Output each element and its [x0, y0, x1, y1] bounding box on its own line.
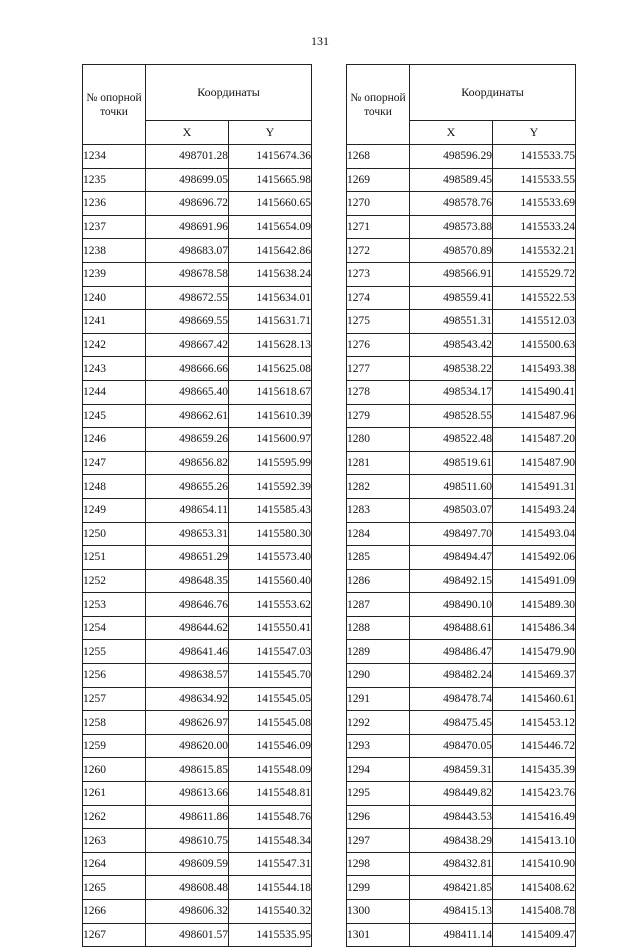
point-number-cell: 1300 — [347, 900, 410, 924]
table-row — [83, 310, 312, 334]
point-number-cell: 1290 — [347, 664, 410, 688]
table-row — [347, 616, 576, 640]
table-row — [347, 593, 576, 617]
y-coordinate-cell: 1415547.03 — [229, 640, 312, 664]
table-row — [83, 805, 312, 829]
y-coordinate-cell: 1415487.90 — [493, 451, 576, 475]
point-number-cell: 1258 — [83, 711, 146, 735]
x-coordinate-cell: 498648.35 — [146, 569, 229, 593]
point-number-cell: 1240 — [83, 286, 146, 310]
y-coordinate-cell: 1415435.39 — [493, 758, 576, 782]
table-row — [347, 475, 576, 499]
point-number-cell: 1280 — [347, 428, 410, 452]
x-coordinate-cell: 498678.58 — [146, 262, 229, 286]
x-coordinate-cell: 498478.74 — [410, 687, 493, 711]
y-coordinate-cell: 1415491.31 — [493, 475, 576, 499]
y-coordinate-cell: 1415469.37 — [493, 664, 576, 688]
x-coordinate-cell: 498601.57 — [146, 923, 229, 947]
point-number-cell: 1249 — [83, 498, 146, 522]
point-number-cell: 1299 — [347, 876, 410, 900]
x-coordinate-cell: 498486.47 — [410, 640, 493, 664]
x-coordinate-cell: 498667.42 — [146, 333, 229, 357]
point-number-cell: 1244 — [83, 380, 146, 404]
x-coordinate-cell: 498611.86 — [146, 805, 229, 829]
x-coordinate-cell: 498589.45 — [410, 168, 493, 192]
x-coordinate-cell: 498659.26 — [146, 428, 229, 452]
y-coordinate-cell: 1415532.21 — [493, 239, 576, 263]
y-coordinate-cell: 1415408.78 — [493, 900, 576, 924]
table-row — [347, 262, 576, 286]
table-row — [83, 428, 312, 452]
table-row — [83, 569, 312, 593]
point-number-cell: 1241 — [83, 310, 146, 334]
x-coordinate-cell: 498701.28 — [146, 145, 229, 169]
point-number-cell: 1287 — [347, 593, 410, 617]
y-coordinate-cell: 1415628.13 — [229, 333, 312, 357]
table-row — [347, 546, 576, 570]
y-coordinate-cell: 1415642.86 — [229, 239, 312, 263]
x-coordinate-cell: 498503.07 — [410, 498, 493, 522]
point-number-cell: 1277 — [347, 357, 410, 381]
point-number-cell: 1285 — [347, 546, 410, 570]
x-coordinate-cell: 498551.31 — [410, 310, 493, 334]
x-coordinate-cell: 498662.61 — [146, 404, 229, 428]
point-number-cell: 1269 — [347, 168, 410, 192]
x-coordinate-cell: 498655.26 — [146, 475, 229, 499]
x-coordinate-cell: 498699.05 — [146, 168, 229, 192]
table-row — [347, 215, 576, 239]
table-row — [347, 664, 576, 688]
point-number-cell: 1283 — [347, 498, 410, 522]
y-coordinate-cell: 1415545.08 — [229, 711, 312, 735]
y-coordinate-cell: 1415548.09 — [229, 758, 312, 782]
y-coordinate-cell: 1415638.24 — [229, 262, 312, 286]
x-coordinate-cell: 498609.59 — [146, 852, 229, 876]
y-coordinate-cell: 1415547.31 — [229, 852, 312, 876]
point-number-cell: 1263 — [83, 829, 146, 853]
y-coordinate-cell: 1415408.62 — [493, 876, 576, 900]
x-coordinate-cell: 498443.53 — [410, 805, 493, 829]
x-coordinate-cell: 498669.55 — [146, 310, 229, 334]
y-coordinate-cell: 1415548.34 — [229, 829, 312, 853]
x-coordinate-cell: 498573.88 — [410, 215, 493, 239]
table-row — [83, 451, 312, 475]
table-row — [83, 640, 312, 664]
point-number-cell: 1276 — [347, 333, 410, 357]
table-row — [83, 498, 312, 522]
y-coordinate-cell: 1415560.40 — [229, 569, 312, 593]
x-coordinate-cell: 498596.29 — [410, 145, 493, 169]
x-coordinate-cell: 498691.96 — [146, 215, 229, 239]
table-row — [83, 380, 312, 404]
y-coordinate-cell: 1415553.62 — [229, 593, 312, 617]
table-row — [83, 522, 312, 546]
table-row — [347, 876, 576, 900]
point-number-cell: 1239 — [83, 262, 146, 286]
y-header: Y — [493, 121, 576, 145]
x-coordinate-cell: 498644.62 — [146, 616, 229, 640]
y-coordinate-cell: 1415493.04 — [493, 522, 576, 546]
y-coordinate-cell: 1415550.41 — [229, 616, 312, 640]
y-coordinate-cell: 1415634.01 — [229, 286, 312, 310]
table-row — [83, 357, 312, 381]
x-coordinate-cell: 498570.89 — [410, 239, 493, 263]
y-coordinate-cell: 1415500.63 — [493, 333, 576, 357]
table-row — [83, 829, 312, 853]
table-row — [83, 145, 312, 169]
x-coordinate-cell: 498494.47 — [410, 546, 493, 570]
y-coordinate-cell: 1415535.95 — [229, 923, 312, 947]
table-row — [83, 616, 312, 640]
x-coordinate-cell: 498421.85 — [410, 876, 493, 900]
x-coordinate-cell: 498449.82 — [410, 782, 493, 806]
y-coordinate-cell: 1415540.32 — [229, 900, 312, 924]
y-coordinate-cell: 1415660.65 — [229, 192, 312, 216]
x-coordinate-cell: 498438.29 — [410, 829, 493, 853]
y-coordinate-cell: 1415492.06 — [493, 546, 576, 570]
point-number-cell: 1272 — [347, 239, 410, 263]
point-number-cell: 1266 — [83, 900, 146, 924]
x-coordinate-cell: 498620.00 — [146, 734, 229, 758]
table-row — [83, 239, 312, 263]
x-coordinate-cell: 498656.82 — [146, 451, 229, 475]
table-row — [347, 428, 576, 452]
point-number-cell: 1295 — [347, 782, 410, 806]
point-number-cell: 1259 — [83, 734, 146, 758]
x-coordinate-cell: 498459.31 — [410, 758, 493, 782]
point-number-cell: 1242 — [83, 333, 146, 357]
y-coordinate-cell: 1415546.09 — [229, 734, 312, 758]
table-row — [83, 923, 312, 947]
x-coordinate-cell: 498475.45 — [410, 711, 493, 735]
y-coordinate-cell: 1415491.09 — [493, 569, 576, 593]
x-coordinate-cell: 498511.60 — [410, 475, 493, 499]
y-coordinate-cell: 1415548.81 — [229, 782, 312, 806]
table-row — [83, 593, 312, 617]
y-coordinate-cell: 1415490.41 — [493, 380, 576, 404]
x-header: X — [146, 121, 229, 145]
y-coordinate-cell: 1415674.36 — [229, 145, 312, 169]
point-number-cell: 1247 — [83, 451, 146, 475]
table-row — [347, 498, 576, 522]
y-coordinate-cell: 1415665.98 — [229, 168, 312, 192]
y-coordinate-cell: 1415585.43 — [229, 498, 312, 522]
x-coordinate-cell: 498606.32 — [146, 900, 229, 924]
point-number-cell: 1256 — [83, 664, 146, 688]
x-coordinate-cell: 498528.55 — [410, 404, 493, 428]
x-coordinate-cell: 498634.92 — [146, 687, 229, 711]
table-row — [83, 262, 312, 286]
point-number-cell: 1274 — [347, 286, 410, 310]
point-number-cell: 1278 — [347, 380, 410, 404]
y-coordinate-cell: 1415460.61 — [493, 687, 576, 711]
point-number-cell: 1245 — [83, 404, 146, 428]
point-number-cell: 1237 — [83, 215, 146, 239]
y-coordinate-cell: 1415487.96 — [493, 404, 576, 428]
table-row — [83, 852, 312, 876]
y-coordinate-cell: 1415533.69 — [493, 192, 576, 216]
table-row — [347, 734, 576, 758]
point-number-cell: 1264 — [83, 852, 146, 876]
x-coordinate-cell: 498626.97 — [146, 711, 229, 735]
y-coordinate-cell: 1415580.30 — [229, 522, 312, 546]
table-row — [347, 522, 576, 546]
y-coordinate-cell: 1415654.09 — [229, 215, 312, 239]
x-header: X — [410, 121, 493, 145]
point-number-cell: 1268 — [347, 145, 410, 169]
y-coordinate-cell: 1415548.76 — [229, 805, 312, 829]
x-coordinate-cell: 498490.10 — [410, 593, 493, 617]
table-row — [347, 852, 576, 876]
y-coordinate-cell: 1415545.05 — [229, 687, 312, 711]
table-row — [347, 357, 576, 381]
y-coordinate-cell: 1415409.47 — [493, 923, 576, 947]
table-row — [83, 782, 312, 806]
coordinates-header: Координаты — [146, 65, 312, 121]
table-row — [347, 145, 576, 169]
table-row — [83, 333, 312, 357]
y-coordinate-cell: 1415545.70 — [229, 664, 312, 688]
table-row — [347, 640, 576, 664]
y-coordinate-cell: 1415595.99 — [229, 451, 312, 475]
x-coordinate-cell: 498615.85 — [146, 758, 229, 782]
table-row — [347, 192, 576, 216]
x-coordinate-cell: 498497.70 — [410, 522, 493, 546]
y-coordinate-cell: 1415522.53 — [493, 286, 576, 310]
point-number-cell: 1288 — [347, 616, 410, 640]
table-row — [347, 711, 576, 735]
table-row — [347, 239, 576, 263]
table-row — [83, 758, 312, 782]
x-coordinate-cell: 498566.91 — [410, 262, 493, 286]
x-coordinate-cell: 498482.24 — [410, 664, 493, 688]
point-number-cell: 1281 — [347, 451, 410, 475]
point-number-cell: 1271 — [347, 215, 410, 239]
x-coordinate-cell: 498522.48 — [410, 428, 493, 452]
x-coordinate-cell: 498613.66 — [146, 782, 229, 806]
table-row — [347, 782, 576, 806]
point-number-cell: 1282 — [347, 475, 410, 499]
point-number-cell: 1267 — [83, 923, 146, 947]
x-coordinate-cell: 498654.11 — [146, 498, 229, 522]
point-number-cell: 1275 — [347, 310, 410, 334]
table-row — [347, 451, 576, 475]
point-number-cell: 1298 — [347, 852, 410, 876]
x-coordinate-cell: 498683.07 — [146, 239, 229, 263]
point-number-cell: 1294 — [347, 758, 410, 782]
x-coordinate-cell: 498415.13 — [410, 900, 493, 924]
table-row — [347, 900, 576, 924]
y-coordinate-cell: 1415479.90 — [493, 640, 576, 664]
table-row — [83, 192, 312, 216]
y-header: Y — [229, 121, 312, 145]
table-row — [347, 758, 576, 782]
y-coordinate-cell: 1415573.40 — [229, 546, 312, 570]
x-coordinate-cell: 498665.40 — [146, 380, 229, 404]
y-coordinate-cell: 1415446.72 — [493, 734, 576, 758]
table-row — [347, 333, 576, 357]
table-row — [83, 734, 312, 758]
x-coordinate-cell: 498646.76 — [146, 593, 229, 617]
y-coordinate-cell: 1415487.20 — [493, 428, 576, 452]
point-number-cell: 1248 — [83, 475, 146, 499]
point-number-cell: 1252 — [83, 569, 146, 593]
x-coordinate-cell: 498651.29 — [146, 546, 229, 570]
point-number-cell: 1257 — [83, 687, 146, 711]
y-coordinate-cell: 1415533.75 — [493, 145, 576, 169]
y-coordinate-cell: 1415610.39 — [229, 404, 312, 428]
table-row — [347, 923, 576, 947]
x-coordinate-cell: 498672.55 — [146, 286, 229, 310]
point-number-cell: 1250 — [83, 522, 146, 546]
y-coordinate-cell: 1415413.10 — [493, 829, 576, 853]
y-coordinate-cell: 1415489.30 — [493, 593, 576, 617]
x-coordinate-cell: 498534.17 — [410, 380, 493, 404]
x-coordinate-cell: 498653.31 — [146, 522, 229, 546]
point-number-cell: 1238 — [83, 239, 146, 263]
y-coordinate-cell: 1415493.38 — [493, 357, 576, 381]
point-number-cell: 1296 — [347, 805, 410, 829]
point-number-cell: 1235 — [83, 168, 146, 192]
y-coordinate-cell: 1415410.90 — [493, 852, 576, 876]
point-number-cell: 1293 — [347, 734, 410, 758]
x-coordinate-cell: 498411.14 — [410, 923, 493, 947]
point-number-cell: 1270 — [347, 192, 410, 216]
table-row — [347, 805, 576, 829]
x-coordinate-cell: 498608.48 — [146, 876, 229, 900]
table-row — [83, 404, 312, 428]
table-row — [83, 664, 312, 688]
table-row — [83, 215, 312, 239]
x-coordinate-cell: 498488.61 — [410, 616, 493, 640]
table-row — [83, 900, 312, 924]
table-row — [347, 286, 576, 310]
y-coordinate-cell: 1415533.55 — [493, 168, 576, 192]
table-row — [83, 546, 312, 570]
x-coordinate-cell: 498638.57 — [146, 664, 229, 688]
point-number-header: № опорной точки — [83, 65, 146, 145]
y-coordinate-cell: 1415631.71 — [229, 310, 312, 334]
point-number-cell: 1284 — [347, 522, 410, 546]
point-number-cell: 1236 — [83, 192, 146, 216]
y-coordinate-cell: 1415533.24 — [493, 215, 576, 239]
table-row — [347, 404, 576, 428]
table-row — [347, 687, 576, 711]
point-number-cell: 1279 — [347, 404, 410, 428]
point-number-cell: 1291 — [347, 687, 410, 711]
point-number-cell: 1262 — [83, 805, 146, 829]
x-coordinate-cell: 498492.15 — [410, 569, 493, 593]
y-coordinate-cell: 1415544.18 — [229, 876, 312, 900]
coordinates-table-left — [82, 64, 312, 947]
y-coordinate-cell: 1415625.08 — [229, 357, 312, 381]
x-coordinate-cell: 498432.81 — [410, 852, 493, 876]
point-number-cell: 1255 — [83, 640, 146, 664]
x-coordinate-cell: 498666.66 — [146, 357, 229, 381]
table-row — [347, 168, 576, 192]
y-coordinate-cell: 1415512.03 — [493, 310, 576, 334]
page-number: 131 — [311, 34, 329, 48]
x-coordinate-cell: 498470.05 — [410, 734, 493, 758]
table-row — [347, 310, 576, 334]
x-coordinate-cell: 498641.46 — [146, 640, 229, 664]
table-row — [83, 711, 312, 735]
table-row — [347, 569, 576, 593]
coordinates-header: Координаты — [410, 65, 576, 121]
x-coordinate-cell: 498559.41 — [410, 286, 493, 310]
point-number-cell: 1251 — [83, 546, 146, 570]
point-number-cell: 1265 — [83, 876, 146, 900]
point-number-cell: 1292 — [347, 711, 410, 735]
point-number-cell: 1234 — [83, 145, 146, 169]
point-number-cell: 1301 — [347, 923, 410, 947]
y-coordinate-cell: 1415592.39 — [229, 475, 312, 499]
table-row — [347, 380, 576, 404]
x-coordinate-cell: 498578.76 — [410, 192, 493, 216]
point-number-cell: 1254 — [83, 616, 146, 640]
table-body-left — [83, 145, 312, 947]
table-body-right — [347, 145, 576, 947]
x-coordinate-cell: 498538.22 — [410, 357, 493, 381]
coordinates-table-right — [346, 64, 576, 947]
x-coordinate-cell: 498543.42 — [410, 333, 493, 357]
y-coordinate-cell: 1415529.72 — [493, 262, 576, 286]
table-row — [347, 829, 576, 853]
table-row — [83, 687, 312, 711]
table-row — [83, 876, 312, 900]
y-coordinate-cell: 1415600.97 — [229, 428, 312, 452]
y-coordinate-cell: 1415486.34 — [493, 616, 576, 640]
y-coordinate-cell: 1415423.76 — [493, 782, 576, 806]
point-number-cell: 1261 — [83, 782, 146, 806]
point-number-cell: 1246 — [83, 428, 146, 452]
x-coordinate-cell: 498696.72 — [146, 192, 229, 216]
y-coordinate-cell: 1415493.24 — [493, 498, 576, 522]
point-number-cell: 1286 — [347, 569, 410, 593]
x-coordinate-cell: 498610.75 — [146, 829, 229, 853]
y-coordinate-cell: 1415453.12 — [493, 711, 576, 735]
point-number-header: № опорной точки — [347, 65, 410, 145]
y-coordinate-cell: 1415416.49 — [493, 805, 576, 829]
point-number-cell: 1297 — [347, 829, 410, 853]
table-row — [83, 286, 312, 310]
x-coordinate-cell: 498519.61 — [410, 451, 493, 475]
table-row — [83, 168, 312, 192]
point-number-cell: 1289 — [347, 640, 410, 664]
y-coordinate-cell: 1415618.67 — [229, 380, 312, 404]
point-number-cell: 1243 — [83, 357, 146, 381]
table-row — [83, 475, 312, 499]
point-number-cell: 1273 — [347, 262, 410, 286]
point-number-cell: 1253 — [83, 593, 146, 617]
point-number-cell: 1260 — [83, 758, 146, 782]
